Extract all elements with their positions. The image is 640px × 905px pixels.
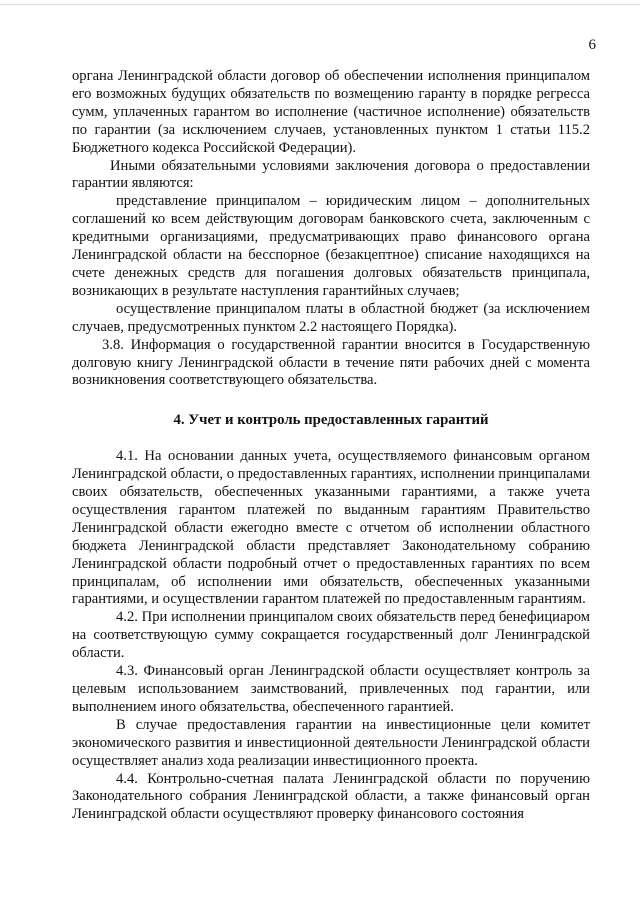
paragraph-bank-account-agreements: представление принципалом – юридическим лицом – дополнительных соглашений ко всем действующим договорам банковского счета, заключенным с кредитными организациями, предусматривающих право финансового органа Ленинградской области на бесспорное (безакцептное) списание находящихся на счете денежных средств для погашения долговых обязательств принципала, возникающих в результате наступления гарантийных случаев; bbox=[72, 193, 590, 299]
paragraph-mandatory-conditions: Иными обязательными условиями заключения договора о предоставлении гарантии являются: bbox=[72, 157, 590, 192]
paragraph-principal-payment: осуществление принципалом платы в областной бюджет (за исключением случаев, предусмотренных пунктом 2.2 настоящего Порядка). bbox=[72, 300, 590, 335]
paragraph-4-4: 4.4. Контрольно-счетная палата Ленинградской области по поручению Законодательного собрания Ленинградской области, а также финансовый орган Ленинградской области осуществляют проверку финансового состояния bbox=[72, 770, 590, 823]
section-heading: 4. Учет и контроль предоставленных гарантий bbox=[173, 412, 489, 429]
scan-edge-line bbox=[0, 4, 640, 5]
paragraph-3-8: 3.8. Информация о государственной гарантии вносится в Государственную долговую книгу Ленинградской области в течение пяти рабочих дней с момента возникновения соответствующего обязательства. bbox=[72, 336, 590, 389]
paragraph-4-3: 4.3. Финансовый орган Ленинградской области осуществляет контроль за целевым использованием заимствований, привлеченных под гарантии, или выполнением иного обязательства, обеспеченного гарантией. bbox=[72, 663, 590, 715]
paragraph-4-1: 4.1. На основании данных учета, осуществляемого финансовым органом Ленинградской области, о предоставленных гарантиях, исполнении принципалами своих обязательств, обеспеченных указанными гарантиями, а также учета осуществления гарантом платежей по выданным гарантиям Правительство Ленинградской области ежегодно вместе с отчетом об исполнении областного бюджета Ленинградской области представляет Законодательному собранию Ленинградской области подробный отчет о предоставленных гарантиях по всем принципалам, об исполнении ими обязательств, обеспеченных указанными гарантиями, и осуществлении гарантом платежей по предоставленным гарантиям. bbox=[72, 448, 590, 608]
page-number: 6 bbox=[588, 37, 596, 53]
paragraph-investment-analysis: В случае предоставления гарантии на инвестиционные цели комитет экономического развития и инвестиционной деятельности Ленинградской области осуществляет анализ хода реализации инвестиционного проекта. bbox=[72, 716, 590, 769]
paragraph-4-2: 4.2. При исполнении принципалом своих обязательств перед бенефициаром на соответствующую сумму сокращается государственный долг Ленинградской области. bbox=[72, 609, 590, 662]
document-body bbox=[72, 68, 590, 824]
paragraph-guarantee-agreement: органа Ленинградской области договор об обеспечении исполнения принципалом его возможных будущих обязательств по возмещению гаранту в порядке регресса сумм, уплаченных гарантом во исполнение (частичное исполнение) обязательств по гарантии (за исключением случаев, установленных пунктом 1 статьи 115.2 Бюджетного кодекса Российской Федерации). bbox=[72, 68, 590, 156]
